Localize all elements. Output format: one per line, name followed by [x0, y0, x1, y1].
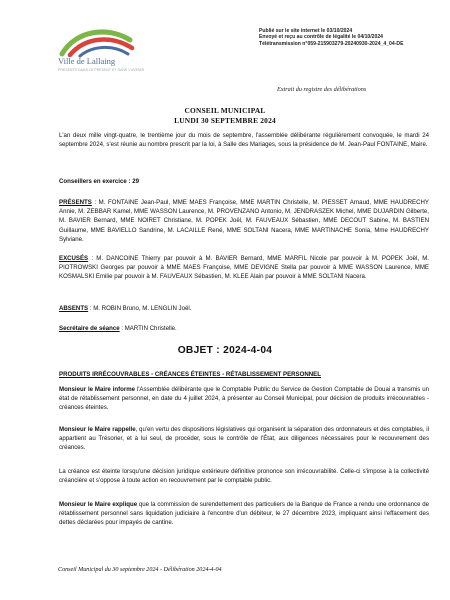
absent-label: ABSENTS	[59, 305, 89, 312]
paragraph-lead: Monsieur le Maire explique	[59, 501, 138, 508]
stamp-received: Envoyé et reçu au contrôle de légalité le 04/10/2024	[259, 34, 384, 41]
stamp-transmission: Télétransmission n°059-215903279-20240930-2024_4_04-DE	[259, 40, 404, 47]
excused-list: : M. DANCOINE Thierry par pouvoir à M. BAVIER Bernard, MME MARFIL Nicole par pouvoir à M. POPEK Joël, M. PIOTROWSKI Georges par pouvoir à MME MAES Françoise, MME DEVIGNE Stella par pouvoir à MME WASSON Laurence, MME KOSMALSKI Emilie par pouvoir à M. FAUVEAUX Sébastien, M. KLEE Alain par pouvoir à MME SOLTANI Nacera.	[59, 255, 429, 281]
paragraph-mayor-informs	[59, 385, 429, 413]
paragraph-lead: Monsieur le Maire rappelle	[59, 426, 136, 433]
counsellors-count	[59, 177, 429, 186]
paragraph-mayor-explains	[59, 500, 429, 528]
paragraph-text: La créance est éteinte lorsqu'une décision juridique extérieure définitive prononce son irrécouvrabilité. Celle-ci s'impose à la collectivité créancière et s'oppose à toute action en recouvrement par le comptable public.	[59, 468, 429, 485]
intro-paragraph: L'an deux mille vingt-quatre, le trentième jour du mois de septembre, l'assemblée délibérante régulièrement convoquée, le mardi 24 septembre 2024, s'est réunie au nombre prescrit par la loi, à Salle des Mariages, sous la présidence de M. Jean-Paul FONTAINE, Maire.	[59, 132, 429, 149]
logo-swoosh-icon	[58, 24, 148, 58]
logo-tagline: PRÉSENTE DANS LE PRÉSENT ET DANS L'AVENIR	[58, 68, 145, 72]
paragraph-mayor-recalls	[59, 425, 429, 453]
present-list: : M. FONTAINE Jean-Paul, MME MAES Françoise, MME MARTIN Christelle, M. PIESSET Arnaud, MME HAUDRECHY Annie, M. ZEBBAR Kamel, MME WASSON Laurence, M. PROVENZANO Antonio, M. JENDRASZEK Michel, MME DUJARDIN Gilberte, M. BAVIER Bernard, MME NOIRET Christiane, M. POPEK Joël, M. FAUVEAUX Sébastien, MME DECOUT Sabine, M. BASTIEN Guillaume, MME BAVIELLO Sandrine, M. LACAILLE René, MME SOLTANI Nacera, MME MARTINACHE Sonia, Mme HAUDRECHY Sylviane.	[59, 199, 429, 243]
absent-paragraph	[59, 304, 429, 313]
stamp-published: Publié sur le site internet le 03/10/2024	[259, 28, 353, 34]
absent-list: : M. ROBIN Bruno, M. LENGLIN Joël.	[88, 305, 192, 312]
legal-stamp	[259, 28, 445, 47]
logo-city-name: Ville de Lallaing	[58, 56, 116, 66]
excused-paragraph	[59, 254, 429, 282]
objet-heading: OBJET : 2024-4-04	[177, 345, 273, 356]
paragraph-extinguished-debt	[59, 467, 429, 485]
city-logo	[58, 24, 148, 84]
paragraph-lead: Monsieur le Maire informe	[59, 386, 136, 393]
title-date: LUNDI 30 SEPTEMBRE 2024	[174, 116, 276, 125]
page-footer: Conseil Municipal du 30 septembre 2024 - Délibération 2024-4-04	[58, 567, 222, 573]
secretary-label: Secrétaire de séance	[59, 325, 120, 332]
register-extract-label: Extrait du registre des délibérations	[277, 86, 367, 93]
paragraph-text: l'Assemblée délibérante que le Comptable Public du Service de Gestion Comptable de Douai a transmis un état de rétablissement personnel, en date du 4 juillet 2024, à présenter au Conseil Municipal, pour décision de produits irrécouvrables - créances éteintes.	[59, 386, 429, 412]
secretary-paragraph	[59, 324, 429, 333]
counsellors-value: 29	[132, 178, 139, 185]
excused-label: EXCUSÉS	[59, 255, 89, 262]
present-paragraph	[59, 198, 429, 244]
secretary-name: : MARTIN Christelle.	[119, 325, 177, 332]
subject-heading	[59, 370, 429, 379]
meeting-title	[0, 106, 450, 126]
title-council: CONSEIL MUNICIPAL	[184, 106, 266, 115]
paragraph-text: que la commission de surendettement des particuliers de la Banque de France a rendu une ordonnance de rétablissement personnel sans liquidation judiciaire à l'encontre d'un débiteur, le 27 décembre 2023, impliquant ainsi l'effacement des dettes déclarées pour impayés de cantine.	[59, 501, 429, 527]
present-label: PRÉSENTS	[59, 199, 92, 206]
subject-heading-text: PRODUITS IRRÉCOUVRABLES - CRÉANCES ÉTEINTES - RÉTABLISSEMENT PERSONNEL	[59, 371, 321, 378]
counsellors-label: Conseillers en exercice :	[59, 178, 131, 185]
paragraph-text: , qu'en vertu des dispositions législatives qui organisent la séparation des ordonnateurs et des comptables, il appartient au Trésorier, et à lui seul, de procéder, sous le contrôle de l'État, aux diligences nécessaires pour le recouvrement des créances.	[59, 426, 429, 452]
